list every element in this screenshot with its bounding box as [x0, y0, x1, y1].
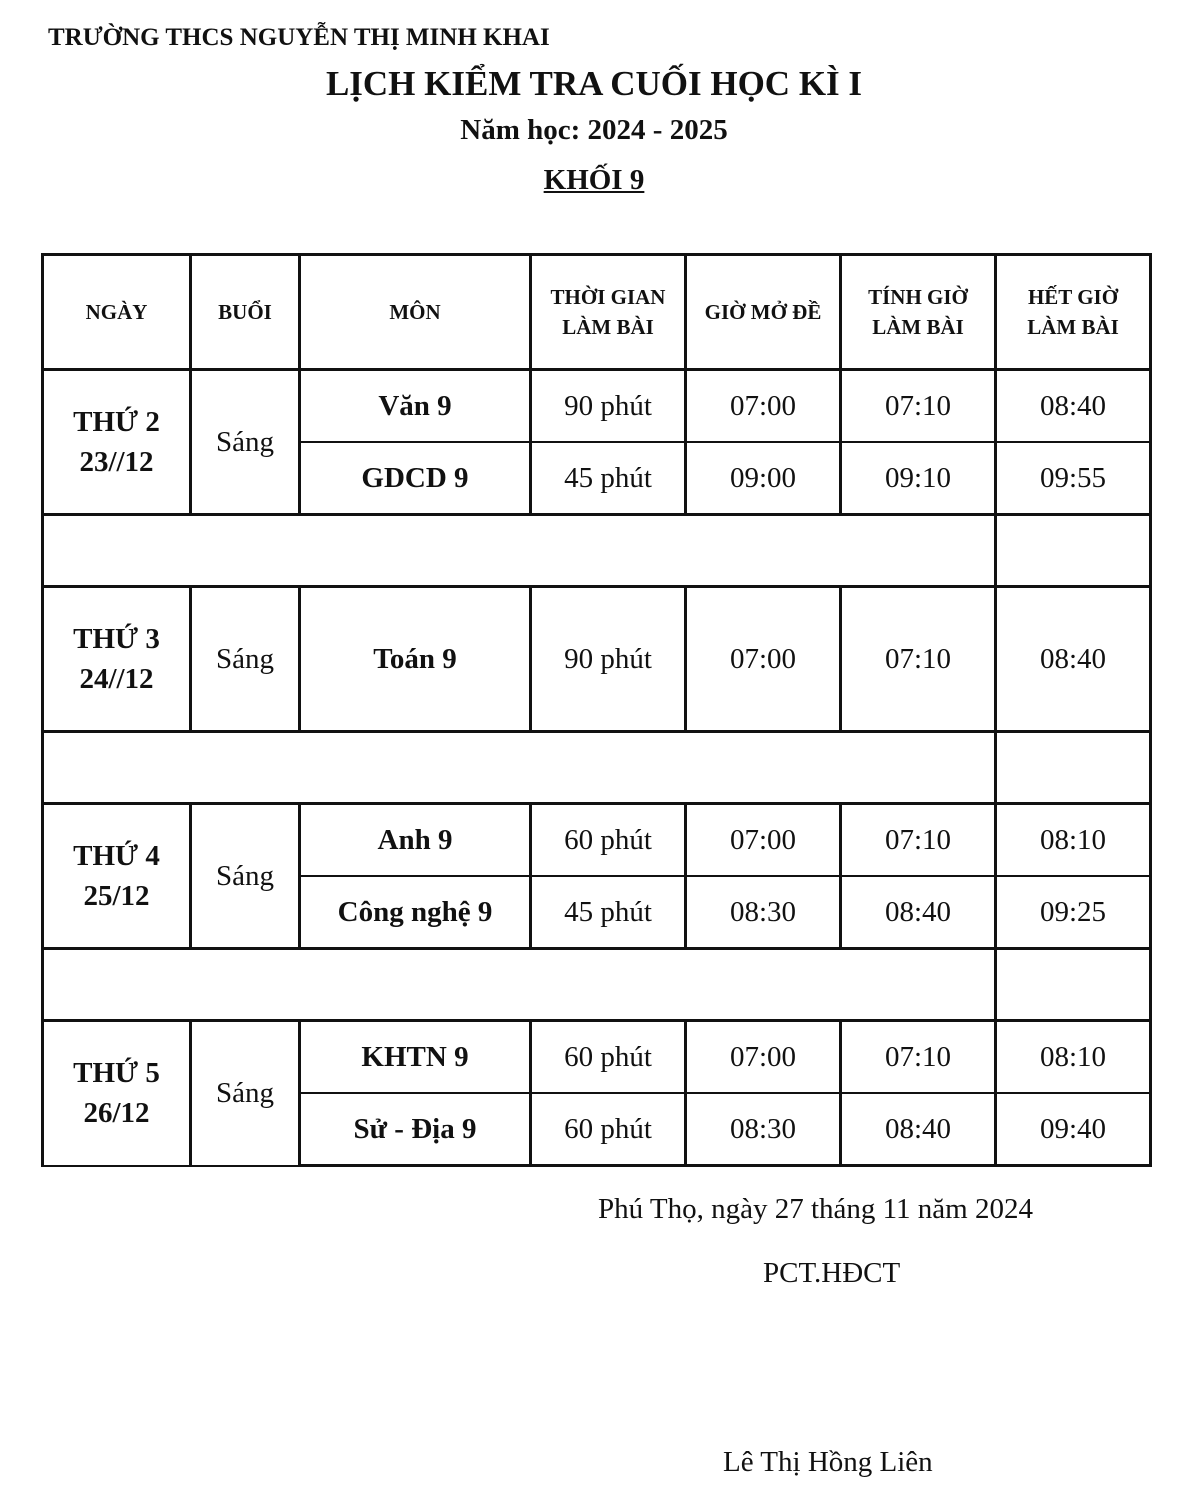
- separator-cell: [43, 515, 996, 587]
- day-cell: [43, 587, 191, 732]
- document-title: LỊCH KIỂM TRA CUỐI HỌC KÌ I: [325, 64, 863, 103]
- day-cell: [43, 370, 191, 515]
- separator-cell: [996, 949, 1151, 1021]
- col-header-duration-line2: LÀM BÀI: [562, 315, 654, 339]
- start-time-cell: 07:10: [841, 370, 996, 443]
- start-time-cell: 08:40: [841, 1093, 996, 1166]
- table-row: [43, 1021, 1151, 1094]
- col-header-end: [996, 255, 1151, 370]
- day-cell: [43, 1021, 191, 1166]
- end-time-cell: 08:10: [996, 804, 1151, 877]
- end-time-cell: 08:40: [996, 370, 1151, 443]
- weekday: THỨ 2: [73, 406, 160, 438]
- place-date: Phú Thọ, ngày 27 tháng 11 năm 2024: [598, 1193, 1033, 1225]
- open-time-cell: 08:30: [686, 1093, 841, 1166]
- subject-cell: Sử - Địa 9: [300, 1093, 531, 1166]
- open-time-cell: 07:00: [686, 370, 841, 443]
- subject-cell: Văn 9: [300, 370, 531, 443]
- grade-label: [0, 164, 1188, 197]
- col-header-session: BUỔI: [191, 255, 300, 370]
- session-cell: Sáng: [191, 1021, 300, 1166]
- duration-cell: 90 phút: [531, 587, 686, 732]
- col-header-start: [841, 255, 996, 370]
- signer-role: PCT.HĐCT: [763, 1257, 901, 1289]
- separator-cell: [43, 949, 996, 1021]
- date: 23//12: [79, 446, 154, 478]
- open-time-cell: 07:00: [686, 804, 841, 877]
- separator-row: [43, 515, 1151, 587]
- school-name: TRƯỜNG THCS NGUYỄN THỊ MINH KHAI: [48, 24, 550, 51]
- start-time-cell: 07:10: [841, 804, 996, 877]
- start-time-cell: 09:10: [841, 442, 996, 515]
- col-header-start-line1: TÍNH GIỜ: [868, 285, 968, 309]
- separator-row: [43, 732, 1151, 804]
- separator-cell: [996, 515, 1151, 587]
- start-time-cell: 08:40: [841, 876, 996, 949]
- separator-cell: [996, 732, 1151, 804]
- subject-cell: Toán 9: [300, 587, 531, 732]
- open-time-cell: 07:00: [686, 1021, 841, 1094]
- table-row: [43, 587, 1151, 732]
- grade-text: KHỐI 9: [543, 164, 645, 196]
- separator-row: [43, 949, 1151, 1021]
- col-header-end-line2: LÀM BÀI: [1027, 315, 1119, 339]
- session-cell: Sáng: [191, 370, 300, 515]
- duration-cell: 45 phút: [531, 876, 686, 949]
- weekday: THỨ 3: [73, 623, 160, 655]
- end-time-cell: 08:40: [996, 587, 1151, 732]
- open-time-cell: 08:30: [686, 876, 841, 949]
- col-header-subject: MÔN: [300, 255, 531, 370]
- duration-cell: 60 phút: [531, 1021, 686, 1094]
- col-header-duration: [531, 255, 686, 370]
- duration-cell: 45 phút: [531, 442, 686, 515]
- end-time-cell: 09:55: [996, 442, 1151, 515]
- date: 24//12: [79, 663, 154, 695]
- start-time-cell: 07:10: [841, 587, 996, 732]
- weekday: THỨ 5: [73, 1057, 160, 1090]
- subject-cell: Anh 9: [300, 804, 531, 877]
- subject-cell: Công nghệ 9: [300, 876, 531, 949]
- date: 26/12: [83, 1097, 150, 1130]
- header-row: [43, 255, 1151, 370]
- duration-cell: 90 phút: [531, 370, 686, 443]
- weekday: THỨ 4: [73, 840, 160, 872]
- duration-cell: 60 phút: [531, 1093, 686, 1166]
- col-header-start-line2: LÀM BÀI: [872, 315, 964, 339]
- subject-cell: KHTN 9: [300, 1021, 531, 1094]
- end-time-cell: 09:40: [996, 1093, 1151, 1166]
- col-header-day: NGÀY: [43, 255, 191, 370]
- signer-name: Lê Thị Hồng Liên: [723, 1446, 933, 1478]
- open-time-cell: 09:00: [686, 442, 841, 515]
- end-time-cell: 09:25: [996, 876, 1151, 949]
- subject-cell: GDCD 9: [300, 442, 531, 515]
- start-time-cell: 07:10: [841, 1021, 996, 1094]
- session-cell: Sáng: [191, 804, 300, 949]
- col-header-end-line1: HẾT GIỜ: [1027, 285, 1119, 309]
- school-year: Năm học: 2024 - 2025: [460, 114, 728, 146]
- day-cell: [43, 804, 191, 949]
- date: 25/12: [83, 880, 150, 912]
- duration-cell: 60 phút: [531, 804, 686, 877]
- end-time-cell: 08:10: [996, 1021, 1151, 1094]
- col-header-open: GIỜ MỞ ĐỀ: [686, 255, 841, 370]
- col-header-duration-line1: THỜI GIAN: [550, 285, 666, 309]
- separator-cell: [43, 732, 996, 804]
- exam-schedule-table: [41, 253, 1152, 1167]
- session-cell: Sáng: [191, 587, 300, 732]
- table-row: [43, 804, 1151, 877]
- open-time-cell: 07:00: [686, 587, 841, 732]
- table-row: [43, 370, 1151, 443]
